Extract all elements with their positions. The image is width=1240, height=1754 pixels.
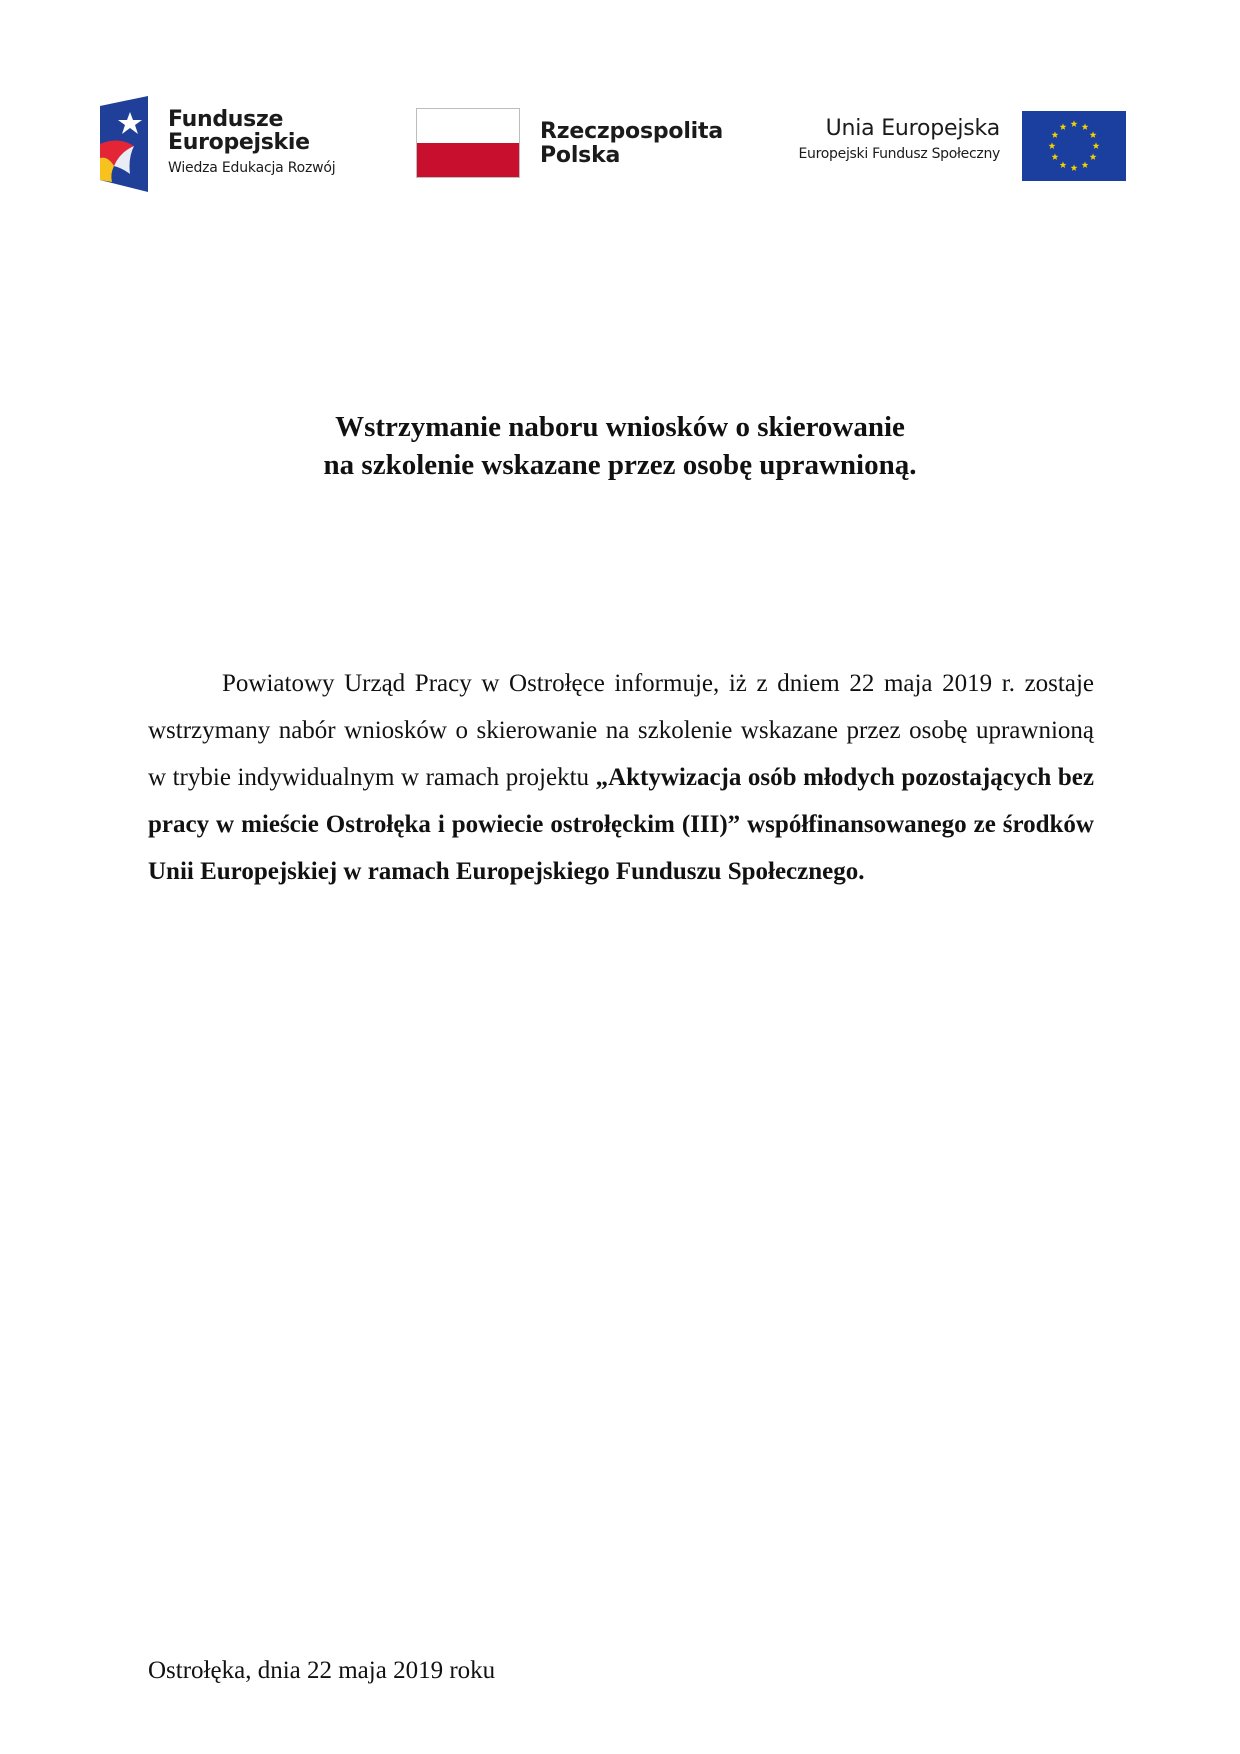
eu-flag-icon [1022, 111, 1126, 181]
title-line-2: na szkolenie wskazane przez osobę uprawnioną. [323, 449, 917, 481]
rzeczpospolita-polska-text [540, 120, 723, 168]
fe-subtitle: Wiedza Edukacja Rozwój [168, 160, 336, 176]
unia-europejska-text [740, 116, 1000, 164]
rp-line2: Polska [540, 143, 621, 168]
fe-title-line2: Europejskie [168, 130, 310, 155]
fe-title-line1: Fundusze [168, 107, 284, 132]
fundusze-europejskie-star-icon [100, 96, 150, 192]
document-body [148, 660, 1094, 895]
document-title [120, 408, 1120, 484]
fundusze-europejskie-logo [100, 96, 360, 192]
polish-flag-icon [416, 108, 520, 178]
logo-bar [0, 96, 1240, 192]
rp-line1: Rzeczpospolita [540, 119, 723, 144]
title-line-1: Wstrzymanie naboru wniosków o skierowanie [335, 411, 905, 443]
project-name-bold: „Aktywizacja osób młodych pozostających bez pracy w mieście Ostrołęka i powiecie ostrołęckim (III)” współfinansowanego ze środków Unii Europejskiej w ramach Europejskiego Funduszu Społecznego. [148, 764, 1094, 885]
ue-subtitle: Europejski Fundusz Społeczny [798, 146, 1000, 162]
body-intro-text: Powiatowy Urząd Pracy w Ostrołęce informuje, iż z dniem 22 maja 2019 r. zostaje wstrzymany nabór wniosków o skierowanie na szkolenie wskazane przez osobę uprawnioną w trybie indywidualnym w ramach projektu [148, 670, 1094, 791]
ue-title: Unia Europejska [825, 116, 1000, 141]
fundusze-europejskie-text [168, 108, 335, 177]
document-date-footer: Ostrołęka, dnia 22 maja 2019 roku [148, 1657, 496, 1684]
